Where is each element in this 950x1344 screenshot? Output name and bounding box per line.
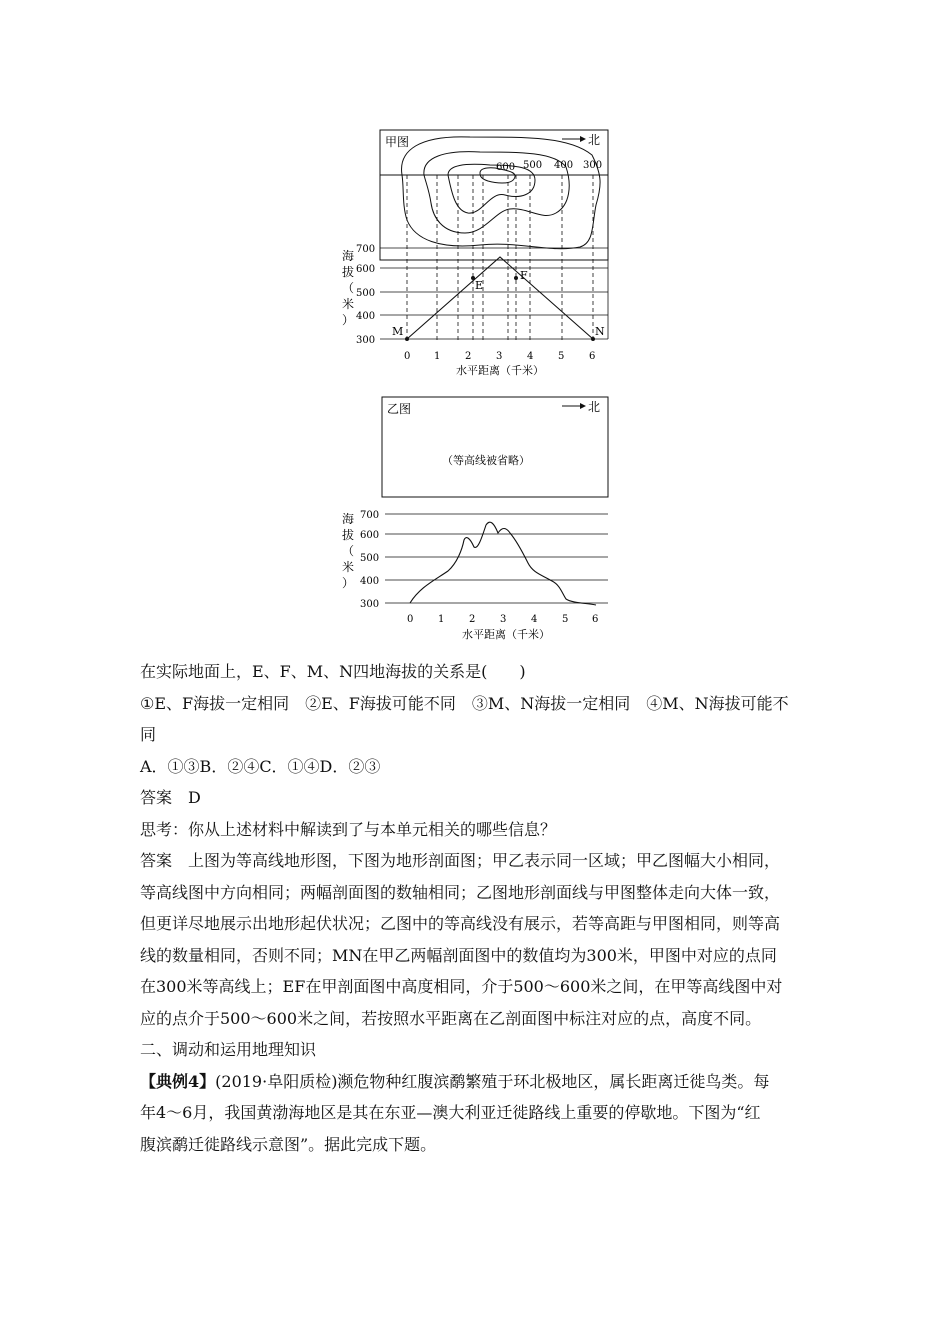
think-line-5: 应的点介于500～600米之间，若按照水平距离在乙剖面图中标注对应的点，高度不同。: [140, 1008, 762, 1028]
jia-ytick-600: 600: [356, 264, 376, 275]
example-line3: 腹滨鹬迁徙路线示意图”。据此完成下题。: [140, 1134, 437, 1154]
jia-ytick-700: 700: [356, 244, 376, 255]
example-tag: 【典例4】: [140, 1071, 216, 1091]
yi-xtick-3: 3: [500, 614, 507, 625]
north-arrow-icon: [562, 403, 586, 409]
think-line-2: 但更详尽地展示出地形起伏状况；乙图中的等高线没有展示，若等高距与甲图相同，则等高: [140, 914, 781, 933]
question-options-line1: ①E、F海拔一定相同 ②E、F海拔可能不同 ③M、N海拔一定相同 ④M、N海拔可能不: [140, 693, 789, 713]
think-line-0: 上图为等高线地形图，下图为地形剖面图；甲乙表示同一区域；甲乙图幅大小相同，: [188, 851, 781, 870]
think-line-3: 线的数量相同，否则不同；MN在甲乙两幅剖面图中的数值均为300米，甲图中对应的点同: [140, 945, 777, 965]
yi-ytick-400: 400: [360, 576, 380, 587]
jia-ylabel: 海拔（米）: [342, 249, 355, 327]
think-prompt: 思考：你从上述材料中解读到了与本单元相关的哪些信息？: [140, 819, 557, 839]
contour-label-400: 400: [554, 160, 574, 171]
jia-xtick-2: 2: [465, 351, 472, 362]
figure-jia-yi: [330, 125, 620, 645]
jia-xtick-6: 6: [589, 351, 596, 362]
yi-north-label: 北: [588, 400, 601, 414]
jia-ytick-300: 300: [356, 335, 376, 346]
point-f: [514, 276, 518, 280]
yi-xtick-2: 2: [469, 614, 476, 625]
jia-xlabel: 水平距离（千米）: [456, 364, 544, 377]
question-answer: [140, 782, 815, 814]
question-body: [140, 656, 815, 1160]
think-answer-label: 答案: [140, 851, 173, 870]
think-answer-line1: [140, 845, 815, 877]
contour-300: [402, 137, 601, 249]
example-line2: 年4～6月，我国黄渤海地区是其在东亚—澳大利亚迁徙路线上重要的停歇地。下图为“红: [140, 1103, 761, 1122]
jia-north-label: 北: [588, 133, 601, 147]
question-choices: A．①③B．②④C．①④D．②③: [140, 756, 381, 776]
yi-xtick-4: 4: [531, 614, 538, 625]
think-line-1: 等高线图中方向相同；两幅剖面图的数轴相同；乙图地形剖面线与甲图整体走向大体一致，: [140, 882, 781, 902]
contour-label-300: 300: [583, 160, 603, 171]
contour-label-500: 500: [523, 160, 543, 171]
point-m: [405, 337, 409, 341]
contour-500: [448, 164, 535, 213]
answer-label: 答案: [140, 788, 173, 807]
yi-profile-chart: [342, 510, 608, 641]
answer-value: D: [188, 788, 201, 807]
section-title: 二、调动和运用地理知识: [140, 1040, 317, 1059]
think-line-4: 在300米等高线上；EF在甲剖面图中高度相同，介于500～600米之间，在甲等高线图中对: [140, 977, 783, 996]
jia-xtick-4: 4: [527, 351, 534, 362]
jia-xtick-0: 0: [404, 351, 411, 362]
yi-xtick-6: 6: [592, 614, 599, 625]
example-line1: [140, 1066, 815, 1098]
contour-label-600: 600: [496, 162, 516, 173]
jia-xtick-5: 5: [558, 351, 565, 362]
yi-xlabel: 水平距离（千米）: [462, 628, 550, 641]
example-text-1: (2019·阜阳质检)濒危物种红腹滨鹬繁殖于环北极地区，属长距离迁徙鸟类。每: [215, 1071, 770, 1091]
yi-ytick-500: 500: [360, 553, 380, 564]
question-stem: 在实际地面上，E、F、M、N四地海拔的关系是( ): [140, 662, 526, 681]
jia-ytick-400: 400: [356, 311, 376, 322]
yi-ytick-300: 300: [360, 599, 380, 610]
yi-xtick-5: 5: [562, 614, 569, 625]
label-e: E: [475, 279, 484, 292]
jia-xtick-3: 3: [496, 351, 503, 362]
jia-xtick-1: 1: [434, 351, 441, 362]
label-m: M: [392, 325, 404, 338]
yi-label: 乙图: [387, 402, 412, 416]
north-arrow-icon: [562, 136, 586, 142]
yi-ytick-700: 700: [360, 510, 380, 521]
label-n: N: [595, 325, 605, 338]
jia-contour-map: [380, 130, 608, 260]
yi-ytick-600: 600: [360, 530, 380, 541]
jia-label: 甲图: [385, 135, 410, 149]
jia-ytick-500: 500: [356, 288, 376, 299]
question-options-line2: 同: [140, 725, 157, 744]
yi-map: [382, 397, 608, 497]
jia-profile-chart: [342, 244, 608, 377]
yi-ylabel: 海拔（米）: [342, 512, 355, 590]
yi-xtick-0: 0: [407, 614, 414, 625]
yi-gridlines: [385, 514, 608, 603]
label-f: F: [520, 269, 528, 282]
jia-profile-line-mn: [407, 257, 593, 339]
yi-profile-curve: [410, 522, 596, 605]
yi-xtick-1: 1: [438, 614, 445, 625]
yi-omitted-note: （等高线被省略）: [442, 454, 530, 467]
